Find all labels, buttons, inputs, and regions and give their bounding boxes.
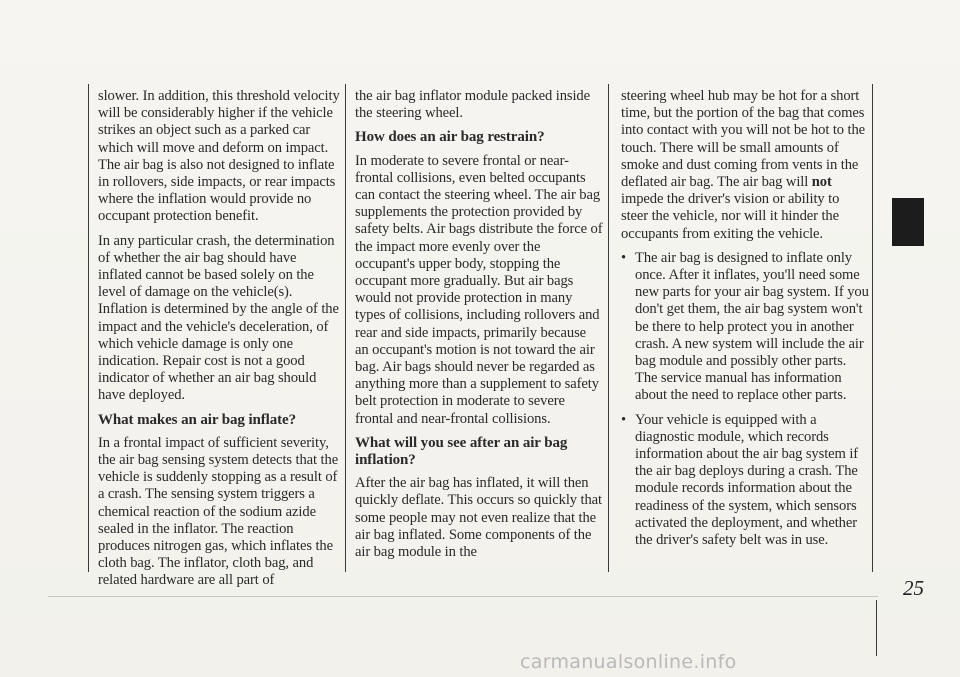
list-item: • Your vehicle is equipped with a diagnostic module, which records information about the air bag system if the air bag deploys during a crash. The module records information about the readiness of the system, which sensors activated the deployment, and whether the driver's safety belt was in use. [621, 412, 869, 550]
section-heading: What makes an air bag inflate? [98, 411, 296, 428]
margin-rule [876, 600, 877, 656]
text-column-3 [621, 88, 869, 556]
paragraph [621, 88, 869, 243]
column-rule-middle-left [345, 84, 346, 572]
text-column-1 [98, 88, 342, 597]
page-number: 25 [903, 576, 924, 600]
section-tab-marker [892, 198, 924, 246]
paragraph: In moderate to severe frontal or near-frontal collisions, even belted occupants can contact the steering wheel. The air bag supplements the protection provided by safety belts. Air bags distribute the force of the impact more evenly over the occupant's upper body, stopping the occupant more gradually. But air bags would not provide protection in many types of collisions, including rollovers and rear and side impacts, primarily because an occupant's motion is not toward the air bag. Air bags should never be regarded as anything more than a supplement to safety belt protection in moderate to severe frontal and near-frontal collisions. [355, 152, 603, 427]
paragraph-text: impede the driver's vision or ability to steer the vehicle, nor will it hinder the occupants from exiting the vehicle. [621, 191, 840, 242]
section-heading: How does an air bag restrain? [355, 129, 545, 146]
paragraph: In any particular crash, the determination of whether the air bag should have inflated cannot be based solely on the level of damage on the vehicle(s). Inflation is determined by the angle of the impact and the vehicle's deceleration, of which vehicle damage is only one indication. Repair cost is not a good indicator of whether an air bag should have deployed. [98, 232, 339, 404]
section-heading: What will you see after an air bag inflation? [355, 434, 568, 469]
list-item: • The air bag is designed to inflate only once. After it inflates, you'll need some new parts for your air bag system. If you don't get them, the air bag system won't be there to help protect you in another crash. A new system will include the air bag module and possibly other parts. The service manual has information about the need to replace other parts. [621, 250, 869, 405]
watermark: carmanualsonline.info [520, 651, 737, 673]
paragraph: slower. In addition, this threshold velocity will be considerably higher if the vehicle strikes an object such as a parked car which will move and deform on impact. The air bag is also not designed to inflate in rollovers, side impacts, or rear impacts where the inflation would provide no occupant protection benefit. [98, 88, 340, 225]
paragraph: the air bag inflator module packed inside the steering wheel. [355, 88, 590, 122]
paragraph-text: steering wheel hub may be hot for a short time, but the portion of the bag that comes into contact with you will not be hot to the touch. There will be small amounts of smoke and dust coming from vents in the deflated air bag. The air bag will [621, 88, 866, 191]
paragraph: After the air bag has inflated, it will then quickly deflate. This occurs so quickly that some people may not even realize that the air bag inflated. Some components of the air bag module in the [355, 475, 603, 561]
emphasis: not [811, 174, 832, 191]
text-column-2 [355, 88, 603, 568]
column-rule-middle-right [608, 84, 609, 572]
bullet-list [621, 250, 869, 549]
column-rule-left [88, 84, 89, 572]
paragraph: In a frontal impact of sufficient severity, the air bag sensing system detects that the vehicle is suddenly stopping as a result of a crash. The sensing system triggers a chemical reaction of the sodium azide sealed in the inflator. The reaction produces nitrogen gas, which inflates the cloth bag. The inflator, cloth bag, and related hardware are all part of [98, 434, 339, 589]
column-rule-right [872, 84, 873, 572]
